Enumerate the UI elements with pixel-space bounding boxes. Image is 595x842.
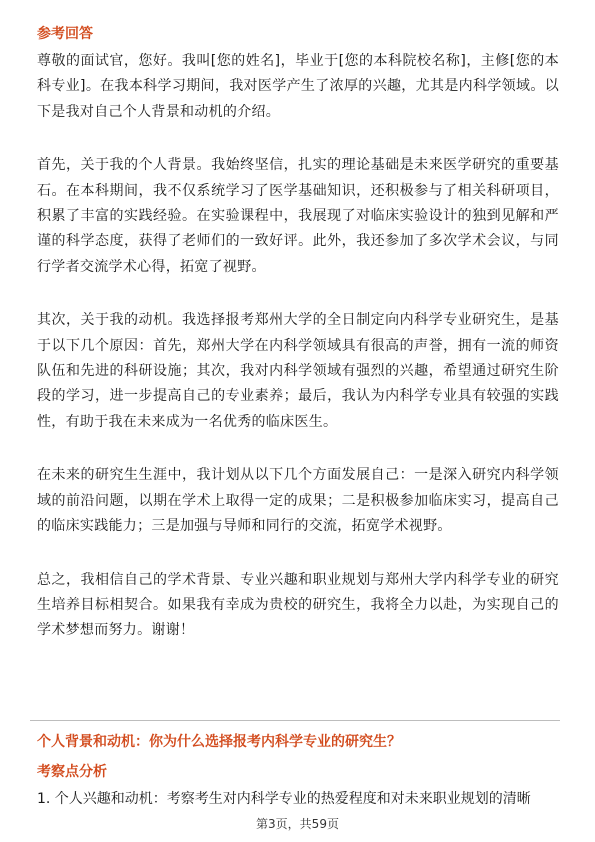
- answer-paragraph-intro: 尊敬的面试官，您好。我叫[您的姓名]，毕业于[您的本科院校名称]，主修[您的本科专业]。在我本科学习期间，我对医学产生了浓厚的兴趣，尤其是内科学领域。以下是我对自己个人背景和动机的介绍。: [37, 53, 559, 120]
- answer-paragraph-conclusion: 总之，我相信自己的学术背景、专业兴趣和职业规划与郑州大学内科学专业的研究生培养目标相契合。如果我有幸成为贵校的研究生，我将全力以赴，为实现自己的学术梦想而努力。谢谢！: [37, 571, 559, 639]
- analysis-item: 1. 个人兴趣和动机：考察考生对内科学专业的热爱程度和对未来职业规划的清晰: [37, 791, 531, 807]
- page-number: 第3页，共59页: [256, 817, 339, 831]
- analysis-heading: 考察点分析: [37, 764, 107, 780]
- answer-heading: 参考回答: [37, 26, 93, 42]
- question-title: 个人背景和动机：你为什么选择报考内科学专业的研究生？: [37, 734, 401, 750]
- answer-paragraph-motivation: 其次，关于我的动机。我选择报考郑州大学的全日制定向内科学专业研究生，是基于以下几个原因：首先，郑州大学在内科学领域具有很高的声誉，拥有一流的师资队伍和先进的科研设施；其次，我对内科学领域有强烈的兴趣，希望通过研究生阶段的学习，进一步提高自己的专业素养；最后，我认为内科学专业具有较强的实践性，有助于我在未来成为一名优秀的临床医生。: [37, 312, 559, 430]
- answer-paragraph-plan: 在未来的研究生生涯中，我计划从以下几个方面发展自己：一是深入研究内科学领域的前沿问题，以期在学术上取得一定的成果；二是积极参加临床实习，提高自己的临床实践能力；三是加强与导师和同行的交流，拓宽学术视野。: [37, 467, 559, 535]
- section-divider: [30, 720, 560, 721]
- answer-paragraph-background: 首先，关于我的个人背景。我始终坚信，扎实的理论基础是未来医学研究的重要基石。在本科期间，我不仅系统学习了医学基础知识，还积极参与了相关科研项目，积累了丰富的实践经验。在实验课程中，我展现了对临床实验设计的独到见解和严谨的科学态度，获得了老师们的一致好评。此外，我还参加了多次学术会议，与同行学者交流学术心得，拓宽了视野。: [37, 157, 559, 275]
- answer-body: [37, 49, 559, 672]
